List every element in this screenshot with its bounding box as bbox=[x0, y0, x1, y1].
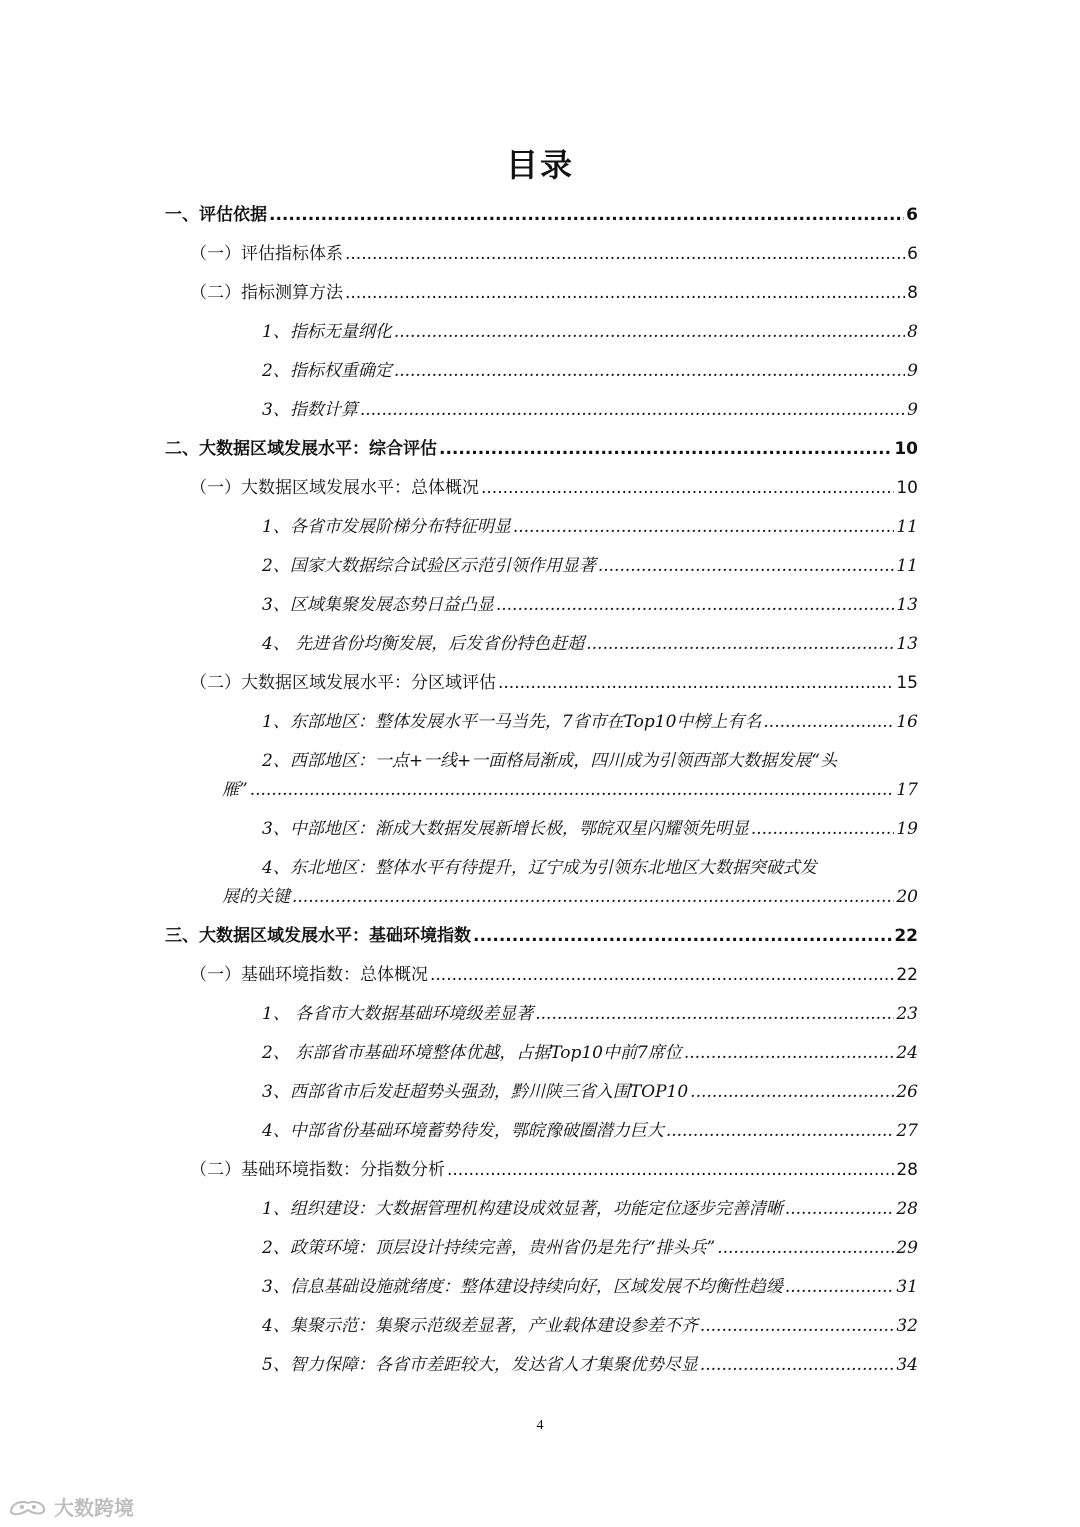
toc-entry-2[interactable] bbox=[165, 434, 918, 462]
leader-dots bbox=[684, 1043, 895, 1063]
leader-dots bbox=[700, 1355, 895, 1375]
toc-entry-3-1-3[interactable] bbox=[262, 1077, 918, 1105]
toc-page: 32 bbox=[896, 1316, 918, 1336]
toc-label: （二）基础环境指数：分指数分析 bbox=[190, 1160, 445, 1180]
toc-page: 20 bbox=[896, 887, 918, 907]
toc-page: 24 bbox=[896, 1043, 918, 1063]
leader-dots bbox=[345, 283, 905, 303]
toc-page: 13 bbox=[896, 595, 918, 615]
toc-label: 1、组织建设：大数据管理机构建设成效显著，功能定位逐步完善清晰 bbox=[262, 1199, 783, 1219]
page-title: 目录 bbox=[505, 146, 574, 184]
toc-entry-3-2-5[interactable] bbox=[262, 1350, 918, 1378]
toc-page: 6 bbox=[907, 244, 918, 264]
toc-page: 26 bbox=[896, 1082, 918, 1102]
toc-page: 11 bbox=[896, 556, 918, 576]
toc-entry-2-2-4[interactable] bbox=[222, 882, 918, 910]
leader-dots bbox=[751, 819, 895, 839]
toc-entry-3-1-2[interactable] bbox=[262, 1038, 918, 1066]
toc-label: 二、大数据区域发展水平：综合评估 bbox=[165, 439, 437, 459]
leader-dots bbox=[394, 361, 905, 381]
toc-page: 29 bbox=[896, 1238, 918, 1258]
toc-label-cont: 展的关键 bbox=[222, 887, 290, 907]
toc-entry-2-2-1[interactable] bbox=[262, 707, 918, 735]
leader-dots bbox=[513, 517, 895, 537]
toc-label: 3、信息基础设施就绪度：整体建设持续向好，区域发展不均衡性趋缓 bbox=[262, 1277, 783, 1297]
toc-page: 10 bbox=[896, 478, 918, 498]
toc-label: 3、中部地区：渐成大数据发展新增长极，鄂皖双星闪耀领先明显 bbox=[262, 819, 749, 839]
toc-label: 2、政策环境：顶层设计持续完善，贵州省仍是先行“排头兵” bbox=[262, 1238, 716, 1258]
leader-dots bbox=[700, 1316, 895, 1336]
toc-entry-2-1-1[interactable] bbox=[262, 512, 918, 540]
toc-label: 4、集聚示范：集聚示范级差显著，产业载体建设参差不齐 bbox=[262, 1316, 698, 1336]
toc-page: 28 bbox=[896, 1160, 918, 1180]
leader-dots bbox=[473, 926, 892, 946]
toc-entry-3-2-4[interactable] bbox=[262, 1311, 918, 1339]
toc-page: 13 bbox=[896, 634, 918, 654]
toc-label: （一）基础环境指数：总体概况 bbox=[190, 965, 428, 985]
toc-page: 8 bbox=[907, 283, 918, 303]
toc-page: 34 bbox=[896, 1355, 918, 1375]
leader-dots bbox=[345, 244, 905, 264]
toc-entry-3-2-3[interactable] bbox=[262, 1272, 918, 1300]
leader-dots bbox=[785, 1277, 895, 1297]
leader-dots bbox=[360, 400, 905, 420]
toc-label-cont: 雁” bbox=[222, 780, 248, 800]
toc-entry-3[interactable] bbox=[165, 921, 918, 949]
toc-label: 4、中部省份基础环境蓄势待发，鄂皖豫破圈潜力巨大 bbox=[262, 1121, 664, 1141]
leader-dots bbox=[481, 478, 894, 498]
leader-dots bbox=[586, 634, 894, 654]
toc-page: 27 bbox=[896, 1121, 918, 1141]
toc-label: 1、东部地区：整体发展水平一马当先，7省市在Top10中榜上有名 bbox=[262, 712, 762, 732]
toc-entry-3-2-2[interactable] bbox=[262, 1233, 918, 1261]
toc-entry-3-2[interactable] bbox=[190, 1155, 918, 1183]
toc-entry-3-2-1[interactable] bbox=[262, 1194, 918, 1222]
watermark-text: 大数跨境 bbox=[54, 1496, 134, 1520]
toc-label: 4、 先进省份均衡发展，后发省份特色赶超 bbox=[262, 634, 585, 654]
toc-entry-3-1-1[interactable] bbox=[262, 999, 918, 1027]
toc-label: 2、 东部省市基础环境整体优越，占据Top10中前7席位 bbox=[262, 1043, 682, 1063]
toc-label: （一）评估指标体系 bbox=[190, 244, 343, 264]
leader-dots bbox=[763, 712, 894, 732]
toc-label: 3、区域集聚发展态势日益凸显 bbox=[262, 595, 494, 615]
leader-dots bbox=[666, 1121, 895, 1141]
watermark bbox=[8, 1492, 134, 1521]
toc-entry-2-2-4-line1[interactable]: 4、东北地区：整体水平有待提升，辽宁成为引领东北地区大数据突破式发 bbox=[262, 858, 817, 878]
toc-label: 一、评估依据 bbox=[165, 205, 267, 225]
leader-dots bbox=[690, 1082, 894, 1102]
toc-label: 3、指数计算 bbox=[262, 400, 358, 420]
toc-page: 17 bbox=[896, 780, 918, 800]
toc-label: （二）大数据区域发展水平：分区域评估 bbox=[190, 673, 496, 693]
toc-entry-2-1-2[interactable] bbox=[262, 551, 918, 579]
toc-page: 22 bbox=[896, 965, 918, 985]
toc-page: 15 bbox=[896, 673, 918, 693]
toc-entry-2-1-4[interactable] bbox=[262, 629, 918, 657]
toc-entry-3-1-4[interactable] bbox=[262, 1116, 918, 1144]
toc-page: 16 bbox=[896, 712, 918, 732]
toc-page: 10 bbox=[894, 439, 918, 459]
leader-dots bbox=[535, 1004, 894, 1024]
leader-dots bbox=[250, 780, 895, 800]
leader-dots bbox=[269, 205, 904, 225]
leader-dots bbox=[498, 673, 894, 693]
toc-entry-2-1[interactable] bbox=[190, 473, 918, 501]
toc-page: 9 bbox=[907, 361, 918, 381]
toc-page: 11 bbox=[896, 517, 918, 537]
toc-label: 1、 各省市大数据基础环境级差显著 bbox=[262, 1004, 534, 1024]
toc-page: 31 bbox=[896, 1277, 918, 1297]
toc-page: 23 bbox=[896, 1004, 918, 1024]
toc-entry-1-2-3[interactable] bbox=[262, 395, 918, 423]
toc-entry-2-2-2-line1[interactable]: 2、西部地区：一点+一线+一面格局渐成，四川成为引领西部大数据发展“头 bbox=[262, 751, 837, 771]
toc-label: 三、大数据区域发展水平：基础环境指数 bbox=[165, 926, 471, 946]
watermark-logo-icon bbox=[8, 1496, 48, 1518]
leader-dots bbox=[496, 595, 895, 615]
leader-dots bbox=[447, 1160, 894, 1180]
toc-page: 19 bbox=[896, 819, 918, 839]
toc-label: 1、各省市发展阶梯分布特征明显 bbox=[262, 517, 511, 537]
leader-dots bbox=[598, 556, 895, 576]
toc-entry-1-1[interactable] bbox=[190, 239, 918, 267]
leader-dots bbox=[717, 1238, 894, 1258]
toc-entry-1-2-2[interactable] bbox=[262, 356, 918, 384]
toc-page: 28 bbox=[896, 1199, 918, 1219]
leader-dots bbox=[394, 322, 905, 342]
leader-dots bbox=[439, 439, 892, 459]
toc-entry-2-2[interactable] bbox=[190, 668, 918, 696]
toc-label: 2、国家大数据综合试验区示范引领作用显著 bbox=[262, 556, 596, 576]
toc-page: 8 bbox=[907, 322, 918, 342]
toc-label: 1、指标无量纲化 bbox=[262, 322, 392, 342]
toc-entry-1-2-1[interactable] bbox=[262, 317, 918, 345]
toc-label: （一）大数据区域发展水平：总体概况 bbox=[190, 478, 479, 498]
toc-label: 3、西部省市后发赶超势头强劲，黔川陕三省入围TOP10 bbox=[262, 1082, 689, 1102]
toc-entry-3-1[interactable] bbox=[190, 960, 918, 988]
toc-entry-1-2[interactable] bbox=[190, 278, 918, 306]
toc-entry-2-2-3[interactable] bbox=[262, 814, 918, 842]
toc-page: 22 bbox=[894, 926, 918, 946]
leader-dots bbox=[292, 887, 894, 907]
toc-page: 9 bbox=[907, 400, 918, 420]
toc-entry-2-2-2[interactable] bbox=[222, 775, 918, 803]
toc-page: 6 bbox=[906, 205, 918, 225]
toc-entry-2-1-3[interactable] bbox=[262, 590, 918, 618]
leader-dots bbox=[430, 965, 894, 985]
toc-label: （二）指标测算方法 bbox=[190, 283, 343, 303]
toc-label: 2、指标权重确定 bbox=[262, 361, 392, 381]
toc-entry-1[interactable] bbox=[165, 200, 918, 228]
toc-label: 5、智力保障：各省市差距较大，发达省人才集聚优势尽显 bbox=[262, 1355, 698, 1375]
leader-dots bbox=[785, 1199, 895, 1219]
page-number: 4 bbox=[536, 1418, 544, 1433]
